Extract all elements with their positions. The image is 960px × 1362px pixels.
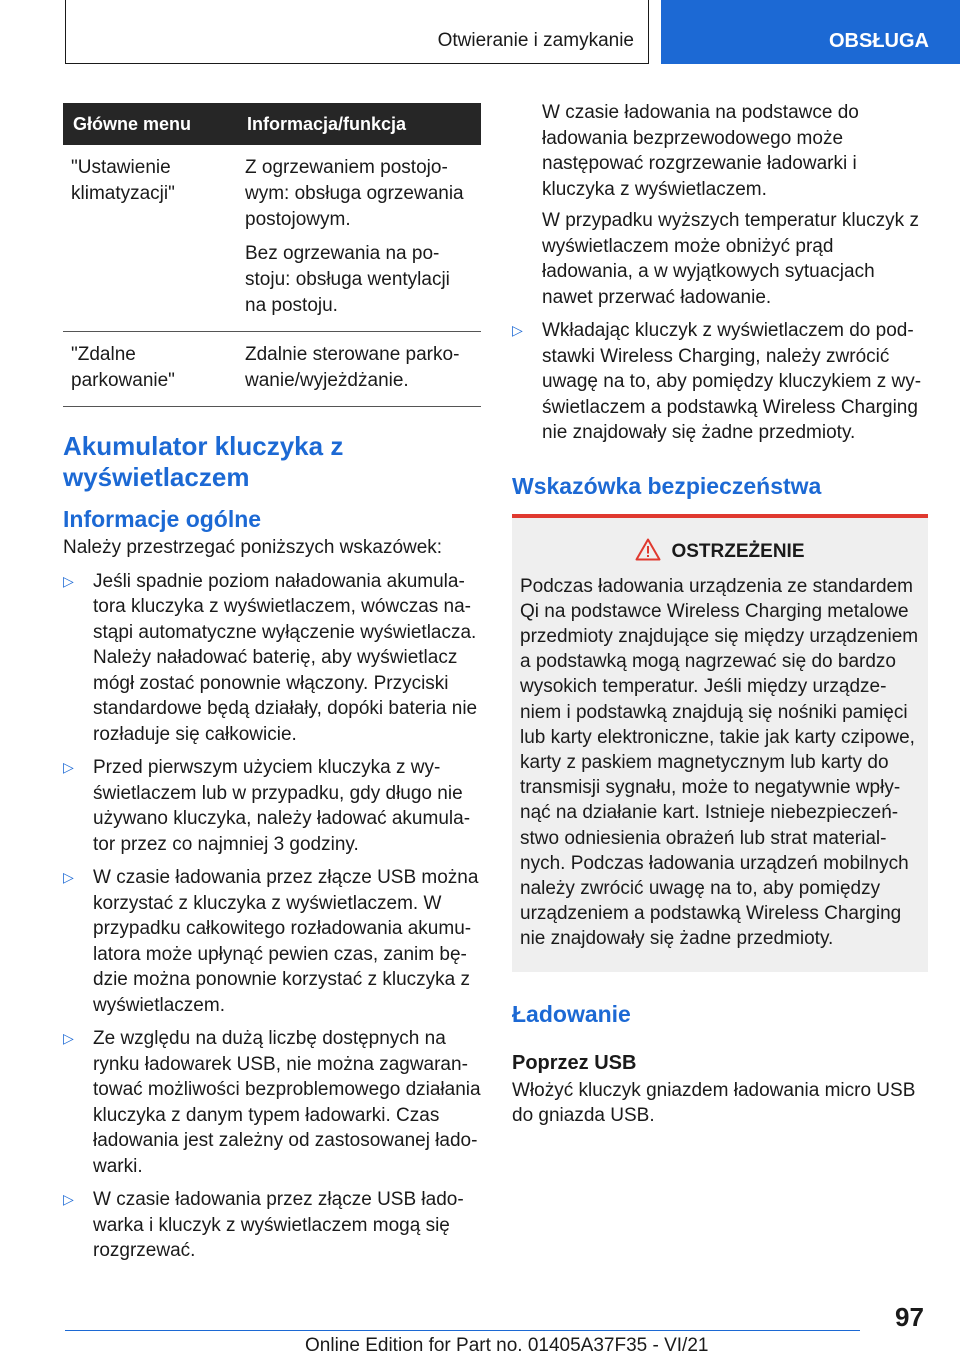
battery-bullet-list xyxy=(63,569,481,1264)
section-title: Otwieranie i zamykanie xyxy=(437,30,634,51)
bullet-text: Jeśli spadnie poziom naładowania akumulatora kluczyka z wyświetlaczem, wówczas nastąpi automatyczne wyłączenie wyświetlacza. Należy naładować baterię, aby wyświetlacz mógł zostać ponownie włączony. Przyciski standardowe będą działały, dopóki bateria nie rozładuje się całkowicie. xyxy=(93,570,478,745)
footer-divider xyxy=(65,1330,860,1331)
bullet-arrow-icon: ▷ xyxy=(63,572,74,589)
bullet-arrow-icon: ▷ xyxy=(63,869,74,885)
menu-cell: "Ustawienie klimatyzacji" xyxy=(63,145,237,332)
menu-table xyxy=(63,103,481,407)
list-item xyxy=(63,569,481,748)
usb-subheading: Poprzez USB xyxy=(512,1051,637,1074)
bullet-arrow-icon: ▷ xyxy=(63,1191,74,1207)
column-header: Informacja/funkcja xyxy=(237,103,481,145)
bullet-text: W czasie ładowania przez złącze USB można korzystać z kluczyka z wyświetlaczem. W przypadku całkowitego rozładowania akumulatora może upłynąć pewien czas, zanim będzie można ponownie korzystać z kluczyka z wyświetlaczem. xyxy=(93,867,479,1016)
continued-paragraph: W przypadku wyższych temperatur kluczyk z wyświetlaczem może obniżyć prąd ładowania, a w wyjątkowych sytuacjach nawet przerwać ładowanie. xyxy=(542,210,919,308)
right-column xyxy=(512,100,928,1129)
bullet-text: Przed pierwszym użyciem kluczyka z wyświetlaczem lub w przypadku, gdy długo nie używano kluczyka, należy ładować akumulator przez co najmniej 3 godziny. xyxy=(93,757,471,855)
column-header: Główne menu xyxy=(63,103,237,145)
intro-text: Należy przestrzegać poniższych wskazówek: xyxy=(63,537,443,558)
header-tab xyxy=(661,0,960,64)
info-text: Z ogrzewaniem postojowym: obsługa ogrzewania postojowym. xyxy=(245,157,464,230)
bullet-arrow-icon: ▷ xyxy=(512,322,523,338)
table-row xyxy=(63,145,481,332)
list-item xyxy=(63,1187,481,1264)
warning-title: OSTRZEŻENIE xyxy=(671,540,805,562)
bullet-text: Wkładając kluczyk z wyświetlaczem do podstawki Wireless Charging, należy zwrócić uwagę na to, aby pomiędzy kluczykiem z wyświetlaczem a podstawką Wireless Charging nie znajdowały się żadne przedmioty. xyxy=(542,320,922,443)
tab-label: OBSŁUGA xyxy=(829,30,929,52)
info-cell xyxy=(237,145,481,332)
edition-footer: Online Edition for Part no. 01405A37F35 - VI/21 xyxy=(305,1335,709,1356)
page-number: 97 xyxy=(895,1302,924,1332)
list-item xyxy=(63,1026,481,1179)
list-item xyxy=(63,865,481,1018)
battery-heading: Akumulator kluczyka z wyświetlaczem xyxy=(63,431,344,492)
menu-cell: "Zdalne parkowanie" xyxy=(63,332,237,407)
warning-triangle-icon xyxy=(635,538,661,566)
continued-paragraph: W czasie ładowania na podstawce do ładowania bezprzewodowego może następować rozgrzewanie ładowarki i kluczyka z wyświetlaczem. xyxy=(542,102,859,200)
safety-heading: Wskazówka bezpieczeństwa xyxy=(512,472,822,499)
warning-header xyxy=(520,538,920,566)
table-header-row xyxy=(63,103,481,145)
header-section-box xyxy=(65,0,649,64)
info-text: Bez ogrzewania na postoju: obsługa wentylacji na postoju. xyxy=(245,243,450,316)
bullet-text: Ze względu na dużą liczbę dostępnych na rynku ładowarek USB, nie można zagwarantować możliwości bezproblemowego działania kluczyka z danym typem ładowarki. Czas ładowania jest zależny od zastosowanej ładowarki. xyxy=(93,1028,481,1177)
warning-text: Podczas ładowania urządzenia ze standardem Qi na podstawce Wireless Charging metalowe przedmioty znajdujące się między urządzeniem a podstawką mogą nagrzewać się do bardzo wysokich temperatur. Jeśli między urządzeniem i podstawką znajdują się nośniki pamięci lub karty elektroniczne, takie jak karty czipowe, karty z paskiem magnetycznym lub karty do transmisji sygnału, może to negatywnie wpłynąć na działanie kart. Istnieje niebezpieczeństwo odniesienia obrażeń lub strat materialnych. Podczas ładowania urządzeń mobilnych należy zwrócić uwagę na to, aby pomiędzy urządzeniem a podstawką Wireless Charging nie znajdowały się żadne przedmioty. xyxy=(520,575,919,950)
left-column xyxy=(63,103,481,1264)
info-cell xyxy=(237,332,481,407)
general-info-subheading: Informacje ogólne xyxy=(63,506,262,532)
list-item xyxy=(63,755,481,857)
usb-text: Włożyć kluczyk gniazdem ładowania micro USB do gniazda USB. xyxy=(512,1079,916,1127)
warning-box xyxy=(512,514,928,972)
bullet-text: W czasie ładowania przez złącze USB ładowarka i kluczyk z wyświetlaczem mogą się rozgrzewać. xyxy=(93,1189,464,1261)
wireless-bullet-list xyxy=(512,318,928,446)
bullet-arrow-icon: ▷ xyxy=(63,759,74,775)
bullet-arrow-icon: ▷ xyxy=(63,1030,74,1046)
charging-heading: Ładowanie xyxy=(512,1000,631,1027)
table-row xyxy=(63,332,481,407)
list-item xyxy=(512,318,928,446)
info-text: Zdalnie sterowane parkowanie/wyjeżdżanie. xyxy=(245,344,460,391)
